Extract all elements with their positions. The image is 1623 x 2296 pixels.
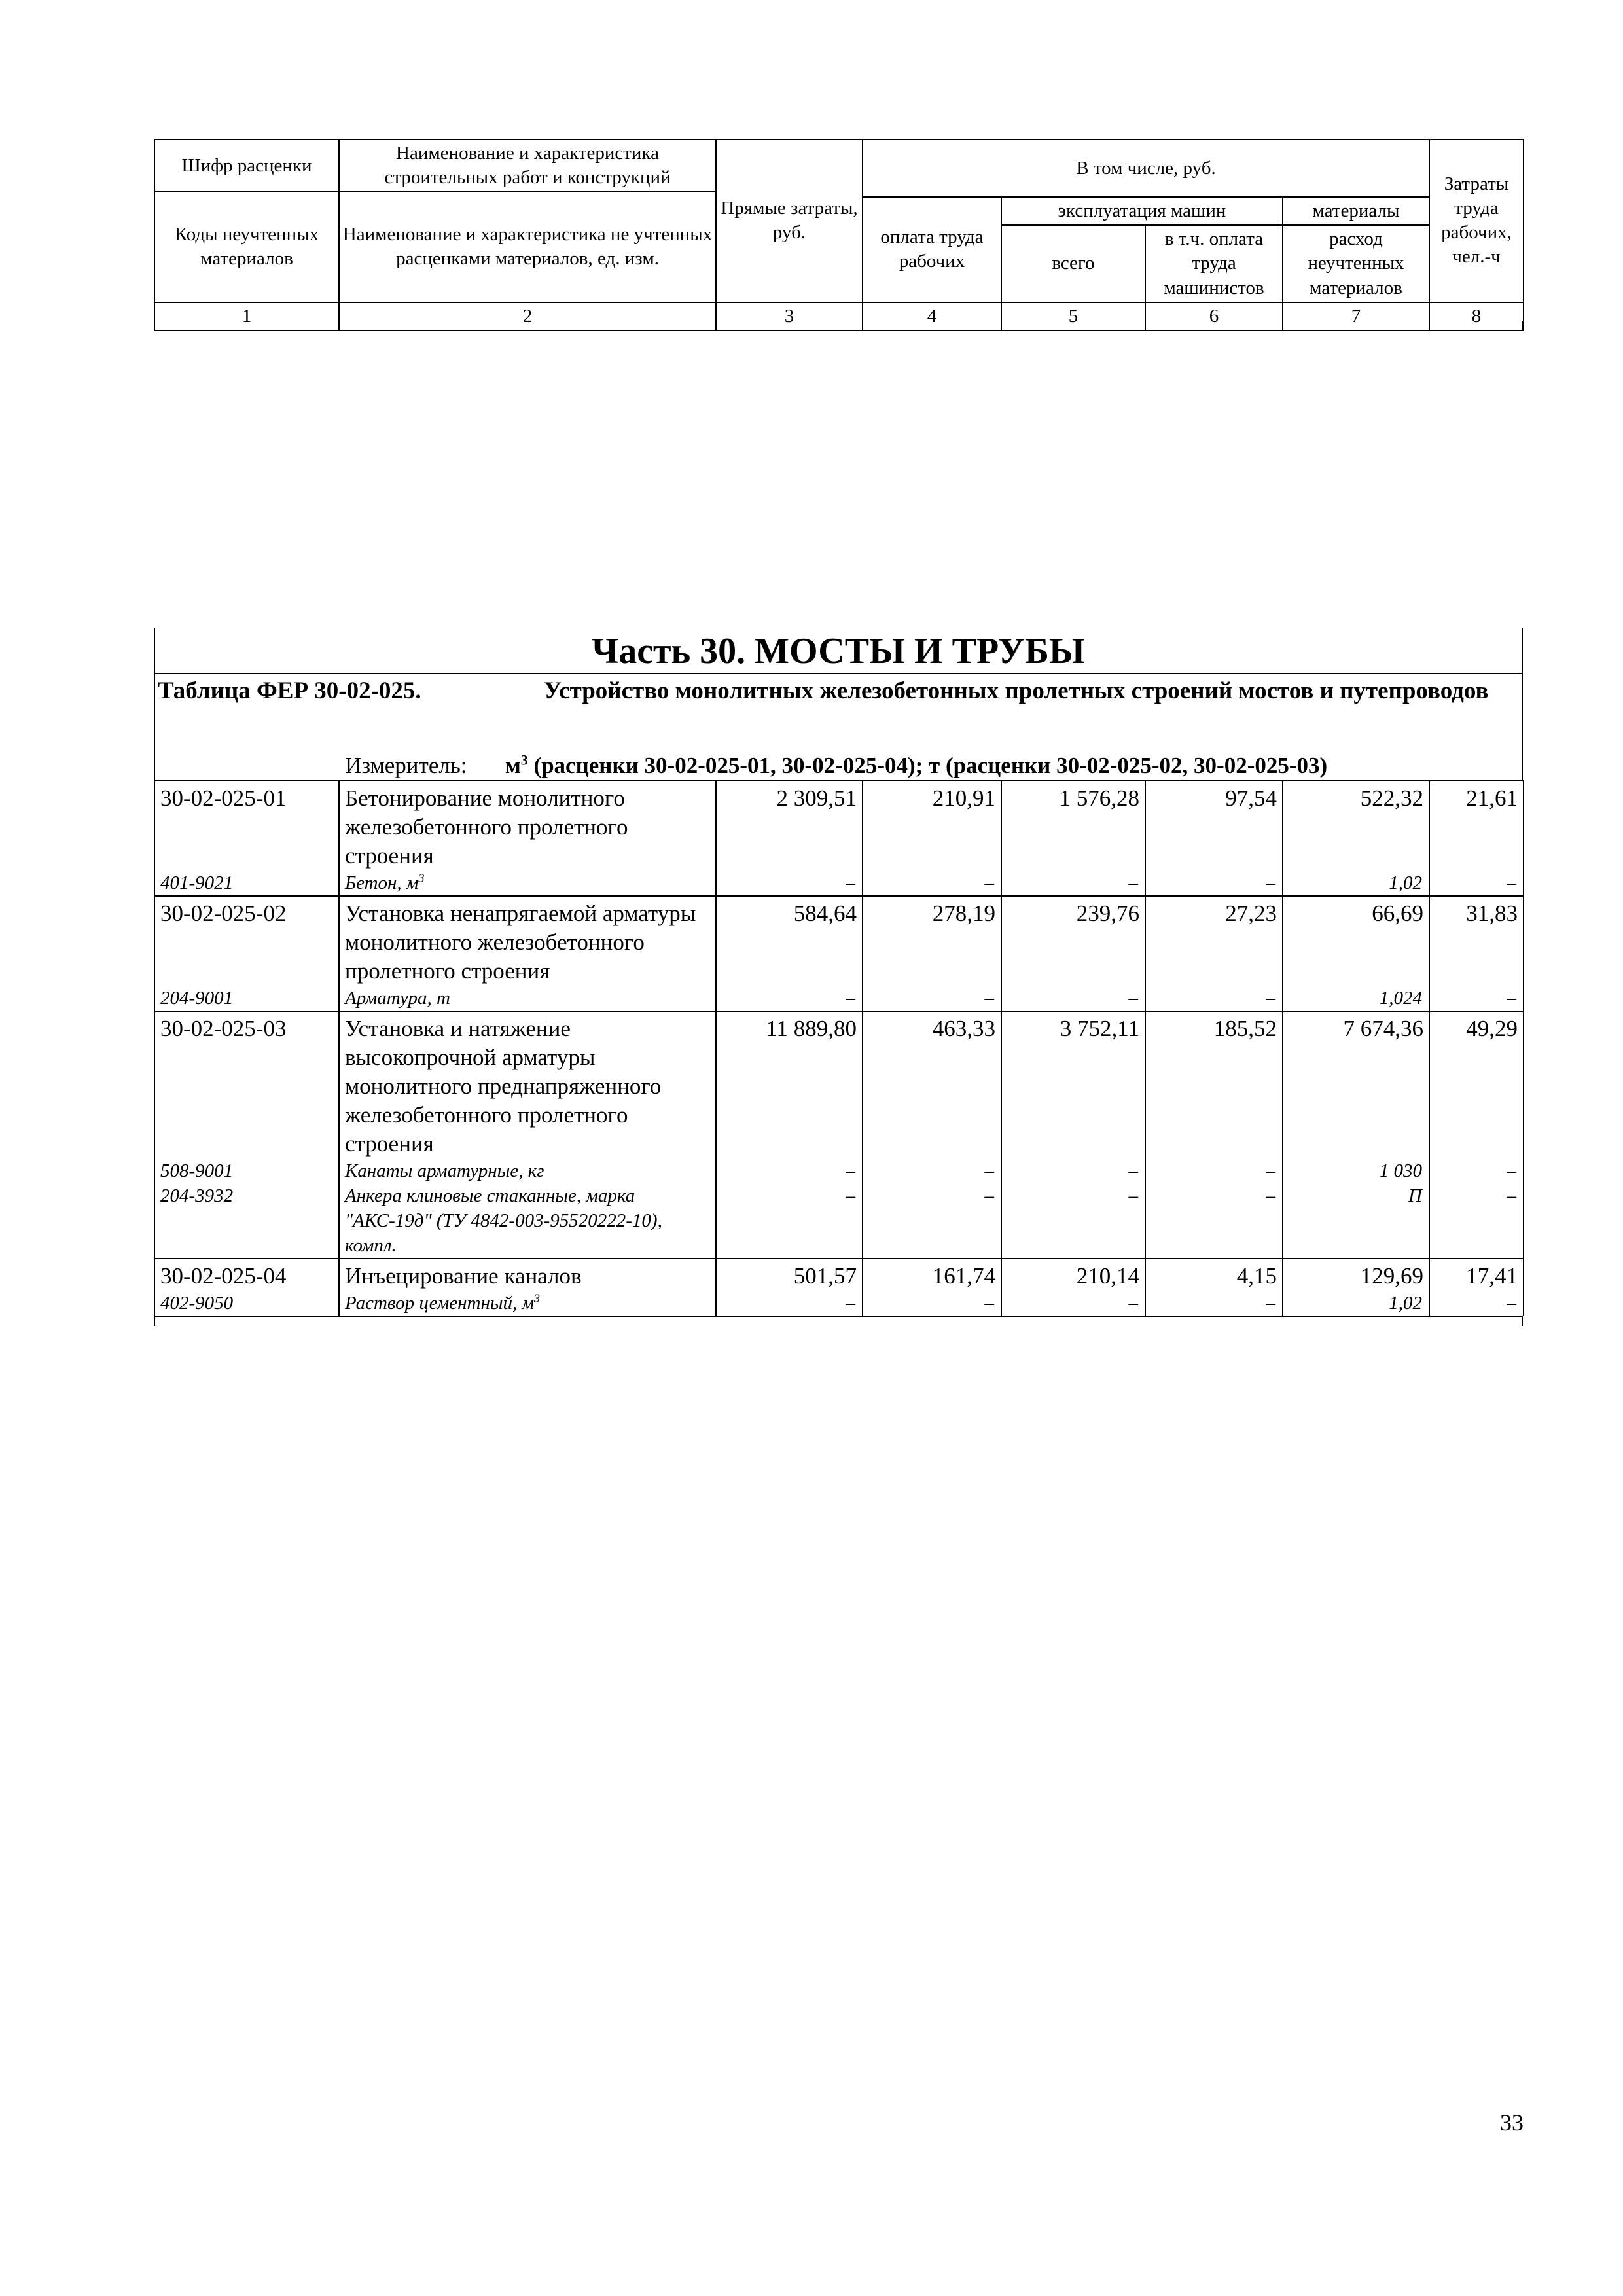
direct-costs: 11 889,80 xyxy=(716,1011,863,1158)
material-value: – xyxy=(716,1291,863,1316)
material-value: – xyxy=(863,1183,1001,1259)
material-value: – xyxy=(716,870,863,896)
materials-cost: 66,69 xyxy=(1283,896,1429,986)
labor-hours: 17,41 xyxy=(1429,1259,1524,1291)
work-name: Установка ненапрягаемой арматуры монолитного железобетонного пролетного строения xyxy=(339,896,716,986)
page-number: 33 xyxy=(1500,2109,1524,2136)
column-number: 2 xyxy=(339,302,716,331)
materials-cost: 129,69 xyxy=(1283,1259,1429,1291)
material-code: 204-3932 xyxy=(154,1183,339,1259)
material-value: – xyxy=(1145,1158,1283,1183)
column-header-table xyxy=(154,139,1524,331)
machines-total: 210,14 xyxy=(1001,1259,1145,1291)
labor-hours: 21,61 xyxy=(1429,781,1524,870)
materials-cost: 7 674,36 xyxy=(1283,1011,1429,1158)
material-code: 508-9001 xyxy=(154,1158,339,1183)
rate-code: 30-02-025-01 xyxy=(154,781,339,870)
material-value: – xyxy=(716,1158,863,1183)
machinist-pay: 4,15 xyxy=(1145,1259,1283,1291)
rate-row xyxy=(154,781,1524,870)
material-name: Раствор цементный, $м^3$ xyxy=(339,1291,716,1316)
header-machinist-pay: в т.ч. оплата труда машинистов xyxy=(1145,225,1283,302)
rate-code: 30-02-025-04 xyxy=(154,1259,339,1291)
material-value: – xyxy=(1429,1158,1524,1183)
material-value: – xyxy=(1145,1183,1283,1259)
material-name: Бетон, $м^3$ xyxy=(339,870,716,896)
worker-pay: 161,74 xyxy=(863,1259,1001,1291)
machinist-pay: 185,52 xyxy=(1145,1011,1283,1158)
header-table-continuation xyxy=(154,321,1523,331)
rates-table xyxy=(154,780,1524,1316)
work-name: Установка и натяжение высокопрочной арматуры монолитного преднапряженного железобетонного пролетного строения xyxy=(339,1011,716,1158)
measure-label: Измеритель: xyxy=(345,753,467,778)
labor-hours: 49,29 xyxy=(1429,1011,1524,1158)
material-value: – xyxy=(863,1291,1001,1316)
material-row xyxy=(154,1291,1524,1316)
material-value: – xyxy=(1001,1183,1145,1259)
machinist-pay: 27,23 xyxy=(1145,896,1283,986)
material-row xyxy=(154,870,1524,896)
direct-costs: 501,57 xyxy=(716,1259,863,1291)
machinist-pay: 97,54 xyxy=(1145,781,1283,870)
direct-costs: 584,64 xyxy=(716,896,863,986)
material-value: – xyxy=(863,870,1001,896)
header-materials: материалы xyxy=(1283,197,1429,225)
material-value: – xyxy=(716,1183,863,1259)
header-work-name: Наименование и характеристика строительных работ и конструкций xyxy=(339,139,716,192)
material-value: 1 030 xyxy=(1283,1158,1429,1183)
rate-code: 30-02-025-03 xyxy=(154,1011,339,1158)
material-value: – xyxy=(716,986,863,1011)
column-number: 3 xyxy=(716,302,863,331)
table-heading xyxy=(154,673,1523,780)
material-name: Канаты арматурные, кг xyxy=(339,1158,716,1183)
rate-code: 30-02-025-02 xyxy=(154,896,339,986)
material-value: – xyxy=(1429,1291,1524,1316)
material-row xyxy=(154,1158,1524,1183)
work-name: Инъецирование каналов xyxy=(339,1259,716,1291)
materials-cost: 522,32 xyxy=(1283,781,1429,870)
rate-row xyxy=(154,896,1524,986)
worker-pay: 210,91 xyxy=(863,781,1001,870)
material-value: – xyxy=(863,1158,1001,1183)
machines-total: 239,76 xyxy=(1001,896,1145,986)
material-value: 1,02 xyxy=(1283,1291,1429,1316)
material-value: – xyxy=(1145,1291,1283,1316)
machines-total: 1 576,28 xyxy=(1001,781,1145,870)
worker-pay: 278,19 xyxy=(863,896,1001,986)
material-value: – xyxy=(863,986,1001,1011)
rate-row xyxy=(154,1011,1524,1158)
measure-units: $м^3$ (расценки 30-02-025-01, 30-02-025-04); т (расценки 30-02-025-02, 30-02-025-03) xyxy=(505,752,1328,778)
table-title: Устройство монолитных железобетонных пролетных строений мостов и путепроводов xyxy=(544,677,1489,704)
column-number: 7 xyxy=(1283,302,1429,331)
header-rate-code: Шифр расценки xyxy=(154,139,339,192)
material-code: 402-9050 xyxy=(154,1291,339,1316)
header-unaccounted-materials: расход неучтенных материалов xyxy=(1283,225,1429,302)
work-name: Бетонирование монолитного железобетонного пролетного строения xyxy=(339,781,716,870)
header-material-names: Наименование и характеристика не учтенных расценками материалов, ед. изм. xyxy=(339,192,716,302)
header-worker-pay: оплата труда рабочих xyxy=(863,197,1001,302)
column-number: 1 xyxy=(154,302,339,331)
material-value: – xyxy=(1001,870,1145,896)
labor-hours: 31,83 xyxy=(1429,896,1524,986)
material-value: – xyxy=(1001,1158,1145,1183)
material-value: – xyxy=(1429,986,1524,1011)
material-row xyxy=(154,1183,1524,1259)
direct-costs: 2 309,51 xyxy=(716,781,863,870)
rates-table-continuation xyxy=(154,1316,1523,1326)
worker-pay: 463,33 xyxy=(863,1011,1001,1158)
material-value: 1,02 xyxy=(1283,870,1429,896)
part-title: Часть 30. МОСТЫ И ТРУБЫ xyxy=(154,628,1523,673)
column-number: 8 xyxy=(1429,302,1524,331)
material-value: П xyxy=(1283,1183,1429,1259)
material-value: 1,024 xyxy=(1283,986,1429,1011)
material-value: – xyxy=(1001,1291,1145,1316)
material-name: Арматура, т xyxy=(339,986,716,1011)
column-number: 6 xyxy=(1145,302,1283,331)
material-row xyxy=(154,986,1524,1011)
column-number: 5 xyxy=(1001,302,1145,331)
material-code: 401-9021 xyxy=(154,870,339,896)
column-number: 4 xyxy=(863,302,1001,331)
material-code: 204-9001 xyxy=(154,986,339,1011)
material-value: – xyxy=(1145,870,1283,896)
header-material-codes: Коды неучтенных материалов xyxy=(154,192,339,302)
material-value: – xyxy=(1429,870,1524,896)
header-direct-costs: Прямые затраты, руб. xyxy=(716,139,863,302)
table-number: Таблица ФЕР 30-02-025. xyxy=(158,677,421,704)
header-including: В том числе, руб. xyxy=(863,139,1429,197)
material-value: – xyxy=(1001,986,1145,1011)
machines-total: 3 752,11 xyxy=(1001,1011,1145,1158)
material-value: – xyxy=(1145,986,1283,1011)
rate-row xyxy=(154,1259,1524,1291)
material-value: – xyxy=(1429,1183,1524,1259)
header-machines-total: всего xyxy=(1001,225,1145,302)
header-labor-hours: Затраты труда рабочих, чел.-ч xyxy=(1429,139,1524,302)
material-name: Анкера клиновые стаканные, марка "АКС-19д" (ТУ 4842-003-95520222-10), компл. xyxy=(339,1183,716,1259)
header-machine-operation: эксплуатация машин xyxy=(1001,197,1283,225)
rates-section xyxy=(154,628,1523,1326)
